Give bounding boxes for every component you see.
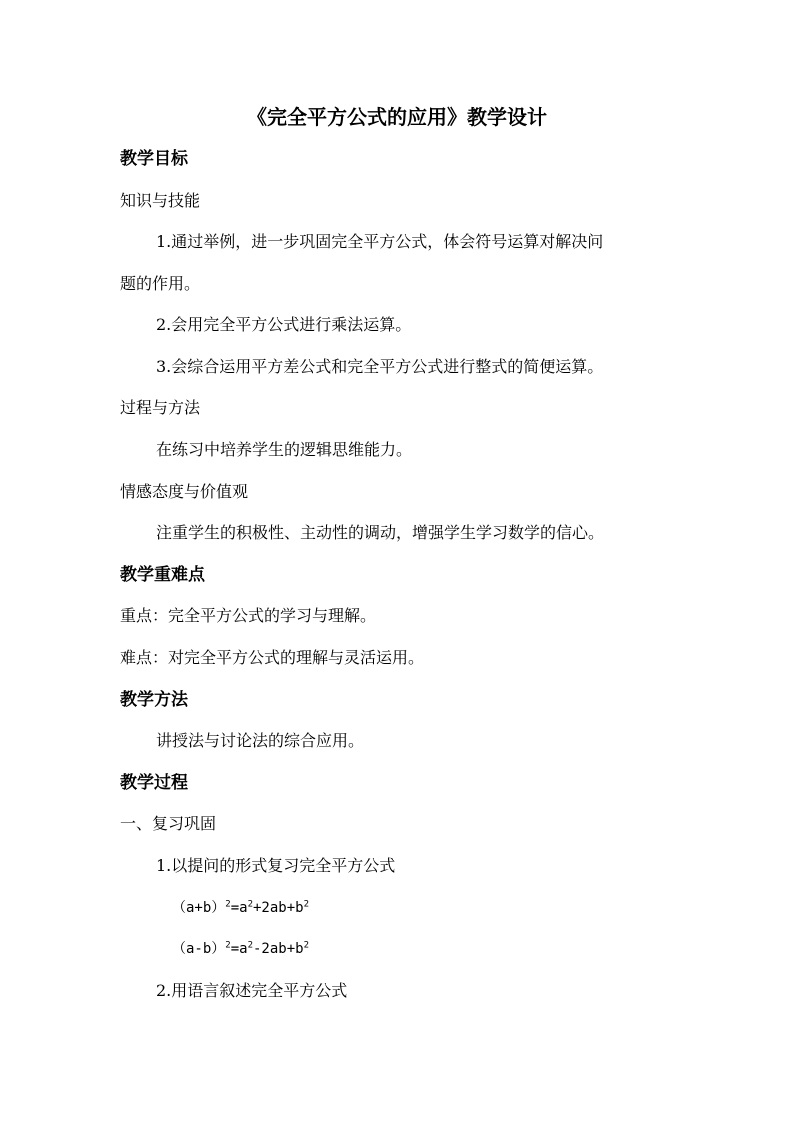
method-text: 讲授法与讨论法的综合应用。 [156,731,365,750]
objective-item-1-line-1: 1.通过举例，进一步巩固完全平方公式，体会符号运算对解决问 [156,232,604,251]
formula-square-of-sum [172,897,309,919]
formula-1-exponent: 2 [225,899,231,910]
formula-2-a-exponent: 2 [247,940,253,951]
formula-1-lhs: （a+b） [172,900,226,916]
formula-1-a-exponent: 2 [247,899,253,910]
formula-2-eq-a: =a [230,941,248,957]
subheading-emotion: 情感态度与价值观 [120,482,249,501]
section-heading-procedure: 教学过程 [120,773,188,793]
formula-2-b-exponent: 2 [303,940,309,951]
procedure-step-2: 2.用语言叙述完全平方公式 [156,981,348,1000]
formula-2-mid: -2ab+b [253,941,304,957]
objective-item-1-line-2: 题的作用。 [120,274,201,293]
section-heading-key-points: 教学重难点 [120,565,205,585]
section-heading-objectives: 教学目标 [120,149,188,169]
process-text: 在练习中培养学生的逻辑思维能力。 [156,440,413,459]
section-heading-method: 教学方法 [120,690,188,710]
formula-1-mid: +2ab+b [253,900,304,916]
document-title: 《完全平方公式的应用》教学设计 [247,105,547,129]
formula-square-of-difference [172,938,309,960]
key-point-focus: 重点：完全平方公式的学习与理解。 [120,606,377,625]
key-point-difficulty: 难点：对完全平方公式的理解与灵活运用。 [120,648,425,667]
objective-item-3: 3.会综合运用平方差公式和完全平方公式进行整式的简便运算。 [156,357,604,376]
formula-2-lhs: （a-b） [172,941,226,957]
formula-2-exponent: 2 [225,940,231,951]
procedure-section-1: 一、复习巩固 [120,814,217,833]
subheading-process: 过程与方法 [120,398,201,417]
subheading-knowledge: 知识与技能 [120,191,201,210]
emotion-text: 注重学生的积极性、主动性的调动，增强学生学习数学的信心。 [156,523,605,542]
objective-item-2: 2.会用完全平方公式进行乘法运算。 [156,315,412,334]
formula-1-b-exponent: 2 [303,899,309,910]
procedure-step-1: 1.以提问的形式复习完全平方公式 [156,856,396,875]
formula-1-eq-a: =a [230,900,248,916]
